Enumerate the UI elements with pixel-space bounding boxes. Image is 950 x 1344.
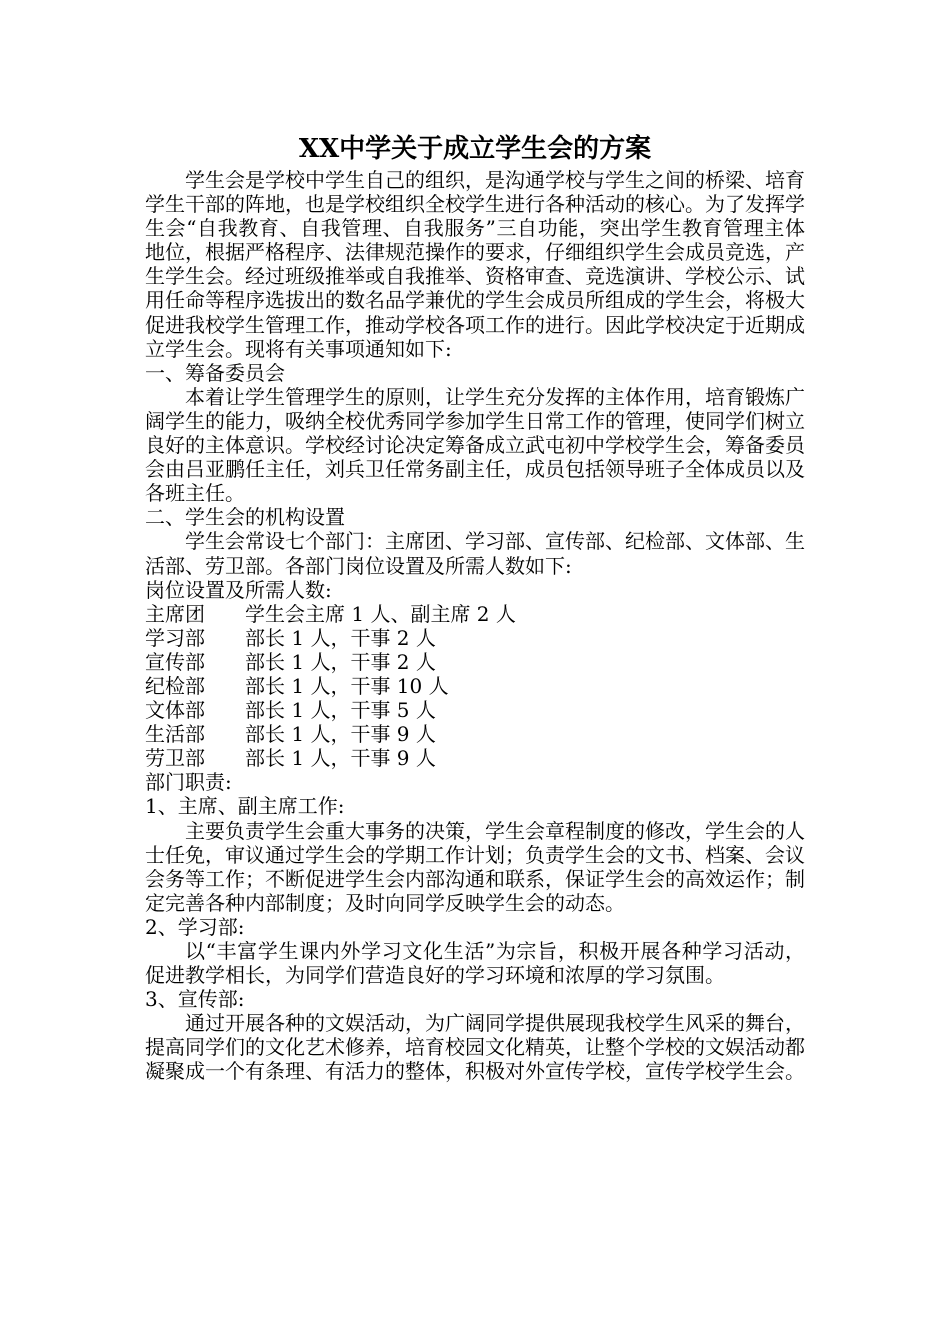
position-staff: 部长 1 人，干事 5 人 (245, 698, 436, 723)
position-row (145, 650, 805, 674)
positions-label: 岗位设置及所需人数: (145, 577, 332, 602)
duty-paragraph: 通过开展各种的文娱活动，为广阔同学提供展现我校学生风采的舞台，提高同学们的文化艺术修养，培育校园文化精英，让整个学校的文娱活动都凝聚成一个有条理、有活力的整体，积极对外宣传学校，宣传学校学生会。 (145, 1011, 805, 1084)
duty-paragraph: 以“丰富学生课内外学习文化生活”为宗旨，积极开展各种学习活动，促进教学相长，为同学们营造良好的学习环境和浓厚的学习氛围。 (145, 939, 805, 988)
position-row (145, 746, 805, 770)
position-dept: 学习部 (145, 625, 205, 650)
position-dept: 劳卫部 (145, 746, 205, 771)
section2-paragraph: 学生会常设七个部门：主席团、学习部、宣传部、纪检部、文体部、生活部、劳卫部。各部门岗位设置及所需人数如下: (145, 529, 805, 578)
document-page (145, 0, 805, 1084)
position-dept: 主席团 (145, 601, 205, 626)
position-dept: 生活部 (145, 722, 205, 747)
positions-list (145, 602, 805, 771)
duty-paragraph: 主要负责学生会重大事务的决策，学生会章程制度的修改，学生会的人士任免，审议通过学生会的学期工作计划；负责学生会的文书、档案、会议会务等工作；不断促进学生会内部沟通和联系，保证学生会的高效运作；制定完善各种内部制度；及时向同学反映学生会的动态。 (145, 818, 805, 915)
section1-paragraph: 本着让学生管理学生的原则，让学生充分发挥的主体作用，培育锻炼广阔学生的能力，吸纳全校优秀同学参加学生日常工作的管理，使同学们树立良好的主体意识。学校经讨论决定筹备成立武屯初中学校学生会，筹备委员会由吕亚鹏任主任，刘兵卫任常务副主任，成员包括领导班子全体成员以及各班主任。 (145, 384, 805, 506)
position-staff: 部长 1 人，干事 2 人 (245, 625, 436, 650)
position-staff: 部长 1 人，干事 10 人 (245, 673, 449, 698)
section1-heading: 一、筹备委员会 (145, 360, 285, 385)
section2-heading: 二、学生会的机构设置 (145, 505, 345, 530)
position-row (145, 602, 805, 626)
position-row (145, 698, 805, 722)
position-row (145, 722, 805, 746)
document-title: XX中学关于成立学生会的方案 (298, 134, 652, 164)
position-dept: 宣传部 (145, 649, 205, 674)
position-staff: 部长 1 人，干事 9 人 (245, 746, 436, 771)
position-staff: 部长 1 人，干事 9 人 (245, 722, 436, 747)
duties-label: 部门职责: (145, 770, 232, 795)
duty-heading: 2、学习部: (145, 914, 245, 939)
duty-heading: 3、宣传部: (145, 987, 245, 1012)
intro-paragraph: 学生会是学校中学生自己的组织，是沟通学校与学生之间的桥梁、培育学生干部的阵地，也是学校组织全校学生进行各种活动的核心。为了发挥学生会“自我教育、自我管理、自我服务”三自功能，突出学生教育管理主体地位，根据严格程序、法律规范操作的要求，仔细组织学生会成员竞选，产生学生会。经过班级推举或自我推举、资格审查、竞选演讲、学校公示、试用任命等程序选拔出的数名品学兼优的学生会成员所组成的学生会，将极大促进我校学生管理工作，推动学校各项工作的进行。因此学校决定于近期成立学生会。现将有关事项通知如下: (145, 168, 805, 361)
position-dept: 纪检部 (145, 673, 205, 698)
position-row (145, 674, 805, 698)
position-staff: 部长 1 人，干事 2 人 (245, 649, 436, 674)
duty-heading: 1、主席、副主席工作: (145, 794, 345, 819)
position-row (145, 626, 805, 650)
position-dept: 文体部 (145, 698, 205, 723)
position-staff: 学生会主席 1 人、副主席 2 人 (245, 601, 516, 626)
